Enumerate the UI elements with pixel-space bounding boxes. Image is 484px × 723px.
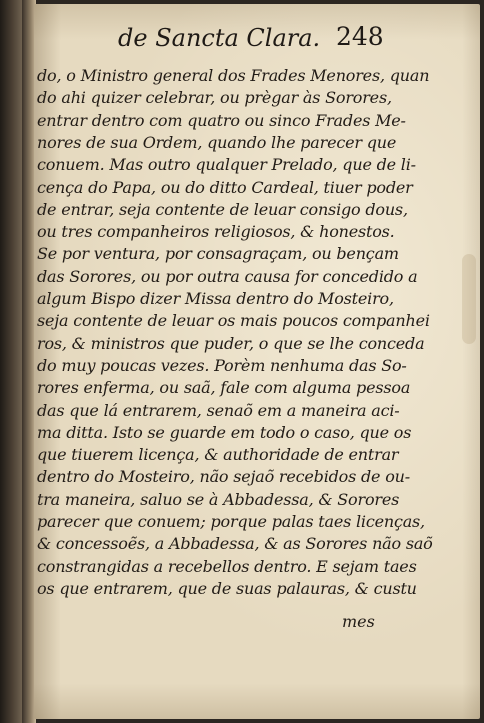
text-line: ros, & ministros que puder, o que se lhe conceda — [37, 333, 425, 353]
text-line: tra maneira, saluo se à Abbadessa, & Sorores — [37, 489, 400, 509]
text-line: do ahi quizer celebrar, ou prègar às Sorores, — [37, 88, 392, 108]
text-line: ou tres companheiros religiosos, & honestos. — [37, 222, 395, 242]
page-number: 248 — [336, 22, 384, 51]
text-line: parecer que conuem; porque palas taes licenças, — [37, 512, 425, 531]
text-line: Se por ventura, por consagraçam, ou bençam — [37, 244, 399, 264]
page-header — [34, 22, 480, 62]
text-line: seja contente de leuar os mais poucos companhei — [37, 311, 430, 331]
text-line: dentro do Mosteiro, não sejaõ recebidos de ou- — [37, 467, 410, 487]
paper-stain — [462, 254, 476, 344]
text-line: cença do Papa, ou do ditto Cardeal, tiuer poder — [37, 177, 413, 197]
text-line: nores de sua Ordem, quando lhe parecer que — [37, 132, 397, 152]
text-line: rores enferma, ou saã, fale com alguma pessoa — [37, 378, 411, 398]
text-line: de entrar, seja contente de leuar consigo dous, — [37, 199, 408, 219]
text-line: ma ditta. Isto se guarde em todo o caso, que os — [37, 422, 412, 442]
text-line: algum Bispo dizer Missa dentro do Mosteiro, — [37, 289, 394, 308]
text-line: do muy poucas vezes. Porèm nenhuma das So- — [37, 355, 407, 375]
left-page-edge — [0, 0, 22, 723]
text-line: conuem. Mas outro qualquer Prelado, que de li- — [37, 155, 416, 175]
text-line: das Sorores, ou por outra causa for concedido a — [37, 266, 418, 286]
text-line: os que entrarem, que de suas palauras, & custu — [37, 578, 417, 598]
catchword: mes — [342, 612, 375, 631]
text-line: do, o Ministro general dos Frades Menores, quan — [37, 66, 430, 85]
running-title: de Sancta Clara. — [118, 24, 321, 52]
text-line: constrangidas a recebellos dentro. E sejam taes — [37, 556, 417, 576]
book-page — [34, 4, 480, 719]
text-line: das que lá entrarem, senaõ em a maneira aci- — [37, 400, 400, 420]
text-line: que tiuerem licença, & authoridade de entrar — [37, 445, 399, 465]
text-line: entrar dentro com quatro ou sinco Frades Me- — [37, 110, 406, 130]
text-line: & concessoẽs, a Abbadessa, & as Sorores não saõ — [37, 534, 433, 554]
